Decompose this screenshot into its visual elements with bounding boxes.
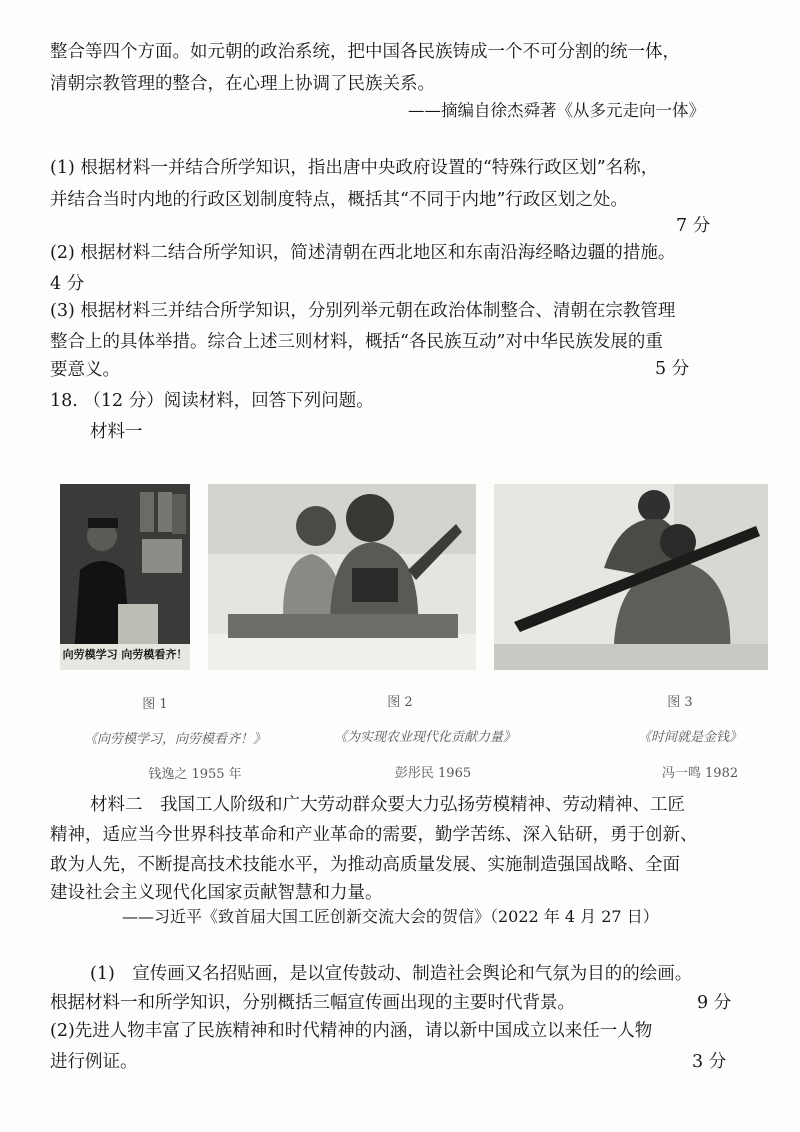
figure-2-author: 彭彤民 1965	[394, 766, 472, 781]
q18-sub2-line1: (2)先进人物丰富了民族精神和时代精神的内涵，请以新中国成立以来任一人物	[50, 1021, 653, 1041]
figure-3-label: 图 3	[667, 695, 693, 710]
figure-1-title: 《向劳模学习，向劳模看齐！》	[83, 732, 266, 747]
figure-3-poster	[494, 484, 768, 670]
figure-2-title: 《为实现农业现代化贡献力量》	[333, 730, 516, 745]
q18-material2-line2: 精神，适应当今世界科技革命和产业革命的需要，勤学苦练、深入钻研，勇于创新、	[50, 825, 698, 845]
q18-material2-line3: 敢为人先，不断提高技术技能水平，为推动高质量发展、实施制造强国战略、全面	[50, 855, 680, 875]
figure-1-poster	[60, 484, 190, 670]
q17-sub3-line3: 要意义。	[50, 360, 120, 380]
figure-2-artwork	[208, 484, 476, 670]
q18-material2-line4: 建设社会主义现代化国家贡献智慧和力量。	[50, 883, 383, 903]
q18-sub2-score: 3 分	[692, 1052, 727, 1072]
q18-material1-label: 材料一	[90, 422, 143, 442]
figure-3-title: 《时间就是金钱》	[637, 730, 742, 745]
figure-3-author: 冯一鸣 1982	[661, 766, 739, 781]
q17-sub3-line2: 整合上的具体举措。综合上述三则材料，概括“各民族互动”对中华民族发展的重	[50, 332, 663, 352]
q17-sub2-line1: (2) 根据材料二结合所学知识，简述清朝在西北地区和东南沿海经略边疆的措施。	[50, 243, 676, 263]
figure-2-label: 图 2	[387, 695, 413, 710]
q17-sub1-line2: 并结合当时内地的行政区划制度特点，概括其“不同于内地”行政区划之处。	[50, 190, 628, 210]
figure-1-label: 图 1	[142, 697, 168, 712]
q18-material2-source: ——习近平《致首届大国工匠创新交流大会的贺信》（2022 年 4 月 27 日）	[122, 907, 659, 926]
intro-source: ——摘编自徐杰舜著《从多元走向一体》	[408, 101, 705, 120]
figure-2-poster	[208, 484, 476, 670]
q18-sub1-line2: 根据材料一和所学知识，分别概括三幅宣传画出现的主要时代背景。	[50, 993, 575, 1013]
q18-material2-line1: 材料二 我国工人阶级和广大劳动群众要大力弘扬劳模精神、劳动精神、工匠	[90, 795, 685, 815]
figure-1-banner: 向劳模学习 向劳模看齐！	[62, 648, 188, 661]
q18-sub2-line2: 进行例证。	[50, 1052, 138, 1072]
q17-sub2-score: 4 分	[50, 274, 85, 294]
q17-sub1-line1: (1) 根据材料一并结合所学知识，指出唐中央政府设置的“特殊行政区划”名称，	[50, 158, 659, 178]
figure-3-artwork	[494, 484, 768, 670]
intro-line-2: 清朝宗教管理的整合，在心理上协调了民族关系。	[50, 74, 435, 94]
q18-sub1-score: 9 分	[697, 993, 732, 1013]
intro-line-1: 整合等四个方面。如元朝的政治系统，把中国各民族铸成一个不可分割的统一体，	[50, 42, 680, 62]
q18-header: 18. （12 分）阅读材料，回答下列问题。	[50, 391, 374, 411]
q17-sub3-line1: (3) 根据材料三并结合所学知识，分别列举元朝在政治体制整合、清朝在宗教管理	[50, 301, 676, 321]
figure-1-artwork	[60, 484, 190, 670]
q17-sub1-score: 7 分	[676, 216, 711, 236]
q18-sub1-line1: (1) 宣传画又名招贴画，是以宣传鼓动、制造社会舆论和气氛为目的的绘画。	[90, 964, 693, 984]
q17-sub3-score: 5 分	[655, 359, 690, 379]
figure-1-author: 钱逸之 1955 年	[148, 767, 242, 782]
